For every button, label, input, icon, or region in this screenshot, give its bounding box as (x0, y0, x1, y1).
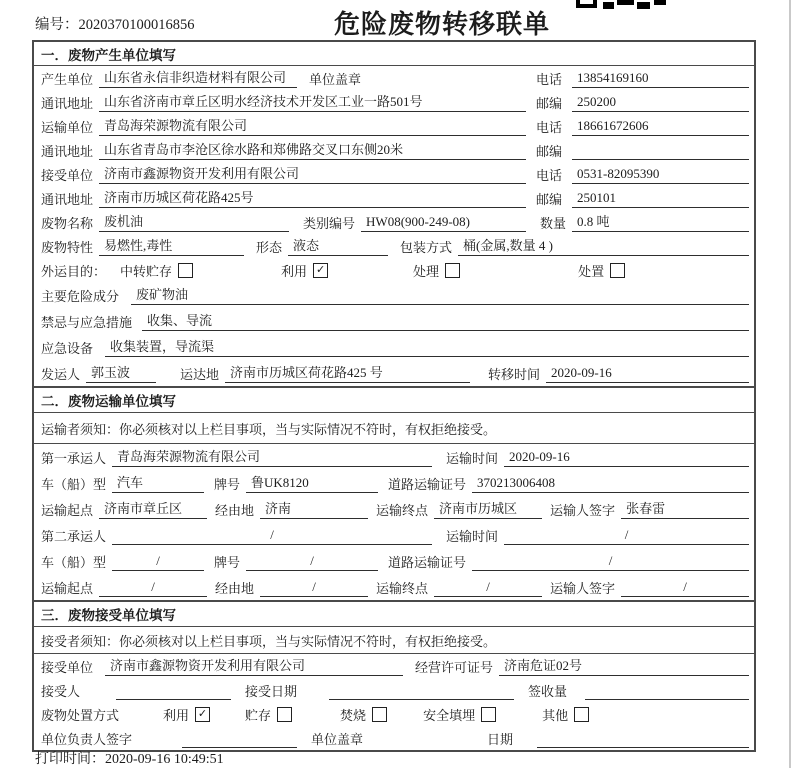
field-label: 运输终点 (376, 580, 429, 596)
field-label: 邮编 (536, 191, 563, 207)
field-label: 主要危险成分 (41, 288, 120, 304)
row-route1 (34, 496, 754, 522)
receiver-person-value (116, 681, 231, 700)
row-hazard-component (34, 282, 754, 308)
unit-seal-label: 单位盖章 (309, 71, 362, 87)
option-dispose (578, 261, 625, 280)
carrier-signature1-value: 张春雷 (621, 500, 749, 519)
option-treat (413, 261, 460, 280)
option-store (245, 705, 292, 724)
field-label: 邮编 (536, 95, 563, 111)
print-time-label: 打印时间： (35, 752, 105, 767)
emergency-measures-value: 收集、导流 (142, 312, 749, 331)
option-landfill (423, 705, 496, 724)
option-label: 焚烧 (340, 707, 367, 723)
field-label: 运输时间 (446, 528, 499, 544)
business-permit-value: 济南危证02号 (499, 657, 749, 676)
row-first-carrier (34, 444, 754, 470)
vehicle-type2-value: / (112, 552, 204, 571)
section1-header: 一．废物产生单位填写 (34, 42, 754, 66)
field-label: 经由地 (215, 502, 255, 518)
road-permit1-value: 370213006408 (472, 474, 749, 493)
field-label: 通讯地址 (41, 143, 94, 159)
row-responsible-signature (34, 726, 754, 750)
option-label: 处置 (578, 263, 605, 279)
field-label: 电话 (536, 71, 563, 87)
plate-number2-value: / (246, 552, 378, 571)
field-label: 经由地 (215, 580, 255, 596)
produce-zip-value: 250200 (572, 93, 749, 112)
checkbox-landfill (481, 707, 496, 722)
field-label: 牌号 (214, 554, 241, 570)
transfer-date-value: 2020-09-16 (546, 364, 749, 383)
field-label: 应急设备 (41, 340, 94, 356)
waste-name-value: 废机油 (99, 213, 289, 232)
field-label: 牌号 (214, 476, 241, 492)
option-utilize (163, 705, 210, 724)
document-number-value: 2020370100016856 (78, 17, 195, 33)
option-label: 处理 (413, 263, 440, 279)
row-receiver-unit (34, 654, 754, 678)
row-produce-address (34, 90, 754, 114)
receiver-unit-value: 济南市鑫源物资开发利用有限公司 (105, 657, 403, 676)
route-via2-value: / (260, 578, 368, 597)
transport-address-value: 山东省青岛市李沧区徐水路和郑佛路交叉口东侧20米 (99, 141, 526, 160)
field-label: 运输人签字 (550, 502, 616, 518)
field-label: 废物特性 (41, 239, 94, 255)
option-label: 中转贮存 (120, 263, 173, 279)
first-carrier-value: 青岛海荣源物流有限公司 (112, 448, 432, 467)
field-label: 道路运输证号 (388, 554, 467, 570)
field-label: 接受单位 (41, 659, 94, 675)
field-label: 经营许可证号 (415, 659, 494, 675)
field-label: 车（船）型 (41, 554, 107, 570)
route-end2-value: / (434, 578, 542, 597)
waste-quantity-value: 0.8 吨 (572, 213, 749, 232)
road-permit2-value: / (472, 552, 749, 571)
packing-method-value: 桶(金属,数量 4 ) (458, 237, 749, 256)
field-label: 运输终点 (376, 502, 429, 518)
checkbox-other (574, 707, 589, 722)
manifest-form (32, 40, 756, 752)
hazard-component-value: 废矿物油 (131, 286, 749, 305)
field-label: 电话 (536, 119, 563, 135)
carrier-signature2-value: / (621, 578, 749, 597)
second-carrier-value: / (112, 526, 432, 545)
print-time (35, 748, 224, 768)
route-end1-value: 济南市历城区 (434, 500, 542, 519)
row-second-carrier (34, 522, 754, 548)
option-label: 利用 (163, 707, 190, 723)
row-waste-property (34, 234, 754, 258)
section2-header: 二．废物运输单位填写 (34, 386, 754, 413)
row-produce-unit (34, 66, 754, 90)
route-start1-value: 济南市章丘区 (99, 500, 207, 519)
destination-value: 济南市历城区荷花路425 号 (225, 364, 470, 383)
row-waste-name (34, 210, 754, 234)
field-label: 电话 (536, 167, 563, 183)
row-route2 (34, 574, 754, 600)
route-via1-value: 济南 (260, 500, 368, 519)
option-incinerate (340, 705, 387, 724)
checkbox-treat (445, 263, 460, 278)
receive-address-value: 济南市历城区荷花路425号 (99, 189, 526, 208)
field-label: 运输人签字 (550, 580, 616, 596)
field-label: 运达地 (180, 366, 220, 382)
field-label: 日期 (487, 731, 514, 747)
transport-zip-value (572, 141, 749, 160)
waste-property-value: 易燃性,毒性 (99, 237, 244, 256)
field-label: 包装方式 (400, 239, 453, 255)
receive-zip-value: 250101 (572, 189, 749, 208)
produce-unit-value: 山东省永信非织造材料有限公司 (99, 69, 297, 88)
page-title: 危险废物转移联单 (334, 10, 551, 39)
page-edge-line (789, 0, 791, 768)
transport-date2-value: / (504, 526, 749, 545)
checkbox-transfer-storage (178, 263, 193, 278)
field-label: 类别编号 (303, 215, 356, 231)
field-label: 发运人 (41, 366, 81, 382)
field-label: 邮编 (536, 143, 563, 159)
transport-phone-value: 18661672606 (572, 117, 749, 136)
option-transfer-storage (120, 261, 193, 280)
row-sender (34, 360, 754, 386)
checkbox-dispose (610, 263, 625, 278)
option-label: 其他 (542, 707, 569, 723)
field-label: 废物名称 (41, 215, 94, 231)
field-label: 外运目的： (41, 263, 107, 279)
received-quantity-value (585, 681, 749, 700)
waste-code-value: HW08(900-249-08) (361, 213, 526, 232)
row-transport-address (34, 138, 754, 162)
waste-form-value: 液态 (288, 237, 388, 256)
row-transport-unit (34, 114, 754, 138)
field-label: 运输起点 (41, 580, 94, 596)
field-label: 车（船）型 (41, 476, 107, 492)
field-label: 单位负责人签字 (41, 731, 133, 747)
transporter-notice: 运输者须知：你必须核对以上栏目事项，当与实际情况不符时，有权拒绝接受。 (34, 413, 754, 444)
produce-address-value: 山东省济南市章丘区明水经济技术开发区工业一路501号 (99, 93, 526, 112)
document-number (35, 13, 195, 34)
option-utilize (281, 261, 328, 280)
vehicle-type1-value: 汽车 (112, 474, 204, 493)
route-start2-value: / (99, 578, 207, 597)
option-other (542, 705, 589, 724)
section3-header: 三．废物接受单位填写 (34, 600, 754, 627)
field-label: 数量 (540, 215, 567, 231)
field-label: 接受单位 (41, 167, 94, 183)
produce-phone-value: 13854169160 (572, 69, 749, 88)
row-emergency-measures (34, 308, 754, 334)
field-label: 第二承运人 (41, 528, 107, 544)
option-label: 利用 (281, 263, 308, 279)
transport-date1-value: 2020-09-16 (504, 448, 749, 467)
field-label: 运输起点 (41, 502, 94, 518)
field-label: 转移时间 (488, 366, 541, 382)
row-vehicle1 (34, 470, 754, 496)
row-disposal-method (34, 702, 754, 726)
print-time-value: 2020-09-16 10:49:51 (105, 752, 224, 767)
field-label: 产生单位 (41, 71, 94, 87)
row-emergency-equipment (34, 334, 754, 360)
field-label: 接受人 (41, 683, 81, 699)
checkbox-store (277, 707, 292, 722)
row-receive-unit (34, 162, 754, 186)
sender-value: 郭玉波 (86, 364, 156, 383)
row-vehicle2 (34, 548, 754, 574)
unit-seal-label: 单位盖章 (311, 731, 364, 747)
field-label: 签收量 (528, 683, 568, 699)
emergency-equipment-value: 收集装置，导流渠 (105, 338, 749, 357)
field-label: 第一承运人 (41, 450, 107, 466)
row-outbound-purpose (34, 258, 754, 282)
field-label: 禁忌与应急措施 (41, 314, 133, 330)
receiver-notice: 接受者须知：你必须核对以上栏目事项，当与实际情况不符时，有权拒绝接受。 (34, 627, 754, 654)
field-label: 形态 (256, 239, 283, 255)
field-label: 接受日期 (245, 683, 298, 699)
checkbox-utilize: ✓ (195, 707, 210, 722)
document-number-label: 编号： (35, 17, 79, 33)
field-label: 运输单位 (41, 119, 94, 135)
field-label: 道路运输证号 (388, 476, 467, 492)
field-label: 运输时间 (446, 450, 499, 466)
field-label: 通讯地址 (41, 191, 94, 207)
option-label: 贮存 (245, 707, 272, 723)
responsible-signature-value (182, 729, 297, 748)
checkbox-utilize: ✓ (313, 263, 328, 278)
receipt-date-value (537, 729, 749, 748)
option-label: 安全填埋 (423, 707, 476, 723)
field-label: 通讯地址 (41, 95, 94, 111)
receive-phone-value: 0531-82095390 (572, 165, 749, 184)
checkbox-incinerate (372, 707, 387, 722)
row-receive-address (34, 186, 754, 210)
field-label: 废物处置方式 (41, 707, 120, 723)
qr-code-fragment (576, 0, 666, 9)
receive-unit-value: 济南市鑫源物资开发利用有限公司 (99, 165, 526, 184)
receive-date-value (329, 681, 514, 700)
transport-unit-value: 青岛海荣源物流有限公司 (99, 117, 526, 136)
plate-number1-value: 鲁UK8120 (246, 474, 378, 493)
row-receiver-person (34, 678, 754, 702)
